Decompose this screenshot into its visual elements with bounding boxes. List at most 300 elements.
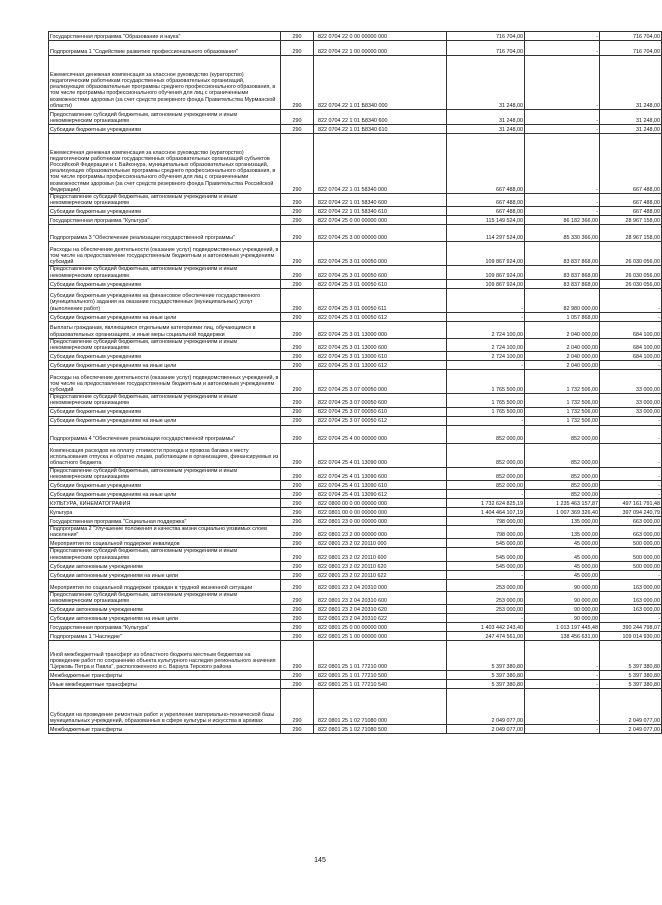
row-approved-amount: 545 000,00 — [447, 539, 525, 548]
row-classification-code: 822 0704 22 1 01 Б8340 610 — [314, 125, 447, 134]
row-approved-amount: 109 867 924,00 — [447, 242, 525, 266]
row-classification-code: 822 0704 25 3 07 00050 600 — [314, 394, 447, 407]
row-admin-code: 290 — [281, 517, 314, 526]
row-balance-amount: - — [600, 614, 662, 623]
row-approved-amount: 667 488,00 — [447, 207, 525, 216]
table-row — [49, 591, 662, 604]
table-row — [49, 508, 662, 517]
row-description: Государственная программа "Образование и наука" — [49, 32, 281, 41]
row-description: Субсидии бюджетным учреждениям — [49, 407, 281, 416]
row-executed-amount: 852 000,00 — [525, 425, 600, 443]
row-description: Субсидии автономным учреждениям на иные цели — [49, 570, 281, 579]
row-description: Предоставление субсидий бюджетным, автономным учреждениям и иным некоммерческим организациям — [49, 266, 281, 279]
row-approved-amount: 852 000,00 — [447, 443, 525, 467]
row-classification-code: 822 0801 23 2 02 20110 600 — [314, 548, 447, 561]
row-description: Субсидии автономным учреждениям — [49, 561, 281, 570]
row-approved-amount: - — [447, 416, 525, 425]
row-description: Государственная программа "Культура" — [49, 623, 281, 632]
row-executed-amount: 45 000,00 — [525, 548, 600, 561]
row-description: Подпрограмма 4 "Обеспечение реализации государственной программы" — [49, 425, 281, 443]
table-row — [49, 641, 662, 671]
table-row — [49, 370, 662, 394]
row-approved-amount: 852 000,00 — [447, 425, 525, 443]
row-description: Субсидии автономным учреждениям на иные цели — [49, 614, 281, 623]
row-description: Предоставление субсидий бюджетным, автономным учреждениям и иным некоммерческим организациям — [49, 338, 281, 351]
row-description: Субсидии бюджетным учреждениям на иные цели — [49, 416, 281, 425]
table-row — [49, 443, 662, 467]
row-classification-code: 822 0704 22 1 00 00000 000 — [314, 41, 447, 56]
table-row — [49, 561, 662, 570]
row-approved-amount: 1 732 624 825,19 — [447, 499, 525, 508]
row-classification-code: 822 0704 22 1 01 58340 600 — [314, 194, 447, 207]
row-executed-amount: - — [525, 207, 600, 216]
row-classification-code: 822 0704 25 3 01 13000 000 — [314, 321, 447, 338]
row-balance-amount: 663 000,00 — [600, 517, 662, 526]
row-executed-amount: - — [525, 32, 600, 41]
row-description: Субсидии бюджетным учреждениям на иные цели — [49, 361, 281, 370]
row-admin-code: 290 — [281, 32, 314, 41]
row-classification-code: 822 0704 25 0 00 00000 000 — [314, 216, 447, 225]
table-row — [49, 605, 662, 614]
table-row — [49, 725, 662, 734]
row-balance-amount: 33 000,00 — [600, 394, 662, 407]
row-balance-amount: 33 000,00 — [600, 370, 662, 394]
table-row — [49, 194, 662, 207]
row-description: Мероприятия по социальной поддержке граждан в трудной жизненной ситуации — [49, 579, 281, 591]
row-admin-code: 290 — [281, 242, 314, 266]
row-description: Предоставление субсидий бюджетным, автономным учреждениям и иным некоммерческим организациям — [49, 467, 281, 480]
row-approved-amount: 1 765 500,00 — [447, 407, 525, 416]
row-description: Межбюджетные трансферты — [49, 725, 281, 734]
row-approved-amount: - — [447, 614, 525, 623]
row-approved-amount: 852 000,00 — [447, 467, 525, 480]
row-balance-amount: 5 397 380,80 — [600, 641, 662, 671]
row-approved-amount: 31 248,00 — [447, 125, 525, 134]
row-approved-amount: 2 724 100,00 — [447, 338, 525, 351]
row-admin-code: 290 — [281, 394, 314, 407]
row-balance-amount: 684 100,00 — [600, 321, 662, 338]
row-executed-amount: 138 456 631,00 — [525, 632, 600, 641]
row-description: Предоставление субсидий бюджетным, автономным учреждениям и иным некоммерческим организациям — [49, 548, 281, 561]
row-admin-code: 290 — [281, 632, 314, 641]
row-classification-code: 822 0801 25 1 02 71080 000 — [314, 689, 447, 725]
row-balance-amount: 684 100,00 — [600, 338, 662, 351]
row-approved-amount: 247 474 561,00 — [447, 632, 525, 641]
row-classification-code: 822 0704 25 3 01 00050 610 — [314, 279, 447, 288]
row-admin-code: 290 — [281, 288, 314, 312]
row-description: Субсидии бюджетным учреждениям — [49, 125, 281, 134]
row-balance-amount: 5 397 380,80 — [600, 671, 662, 680]
row-classification-code: 822 0801 23 2 04 20310 620 — [314, 605, 447, 614]
row-approved-amount: 798 000,00 — [447, 526, 525, 539]
table-row — [49, 539, 662, 548]
table-row — [49, 312, 662, 321]
row-executed-amount: 45 000,00 — [525, 561, 600, 570]
row-executed-amount: 45 000,00 — [525, 570, 600, 579]
row-executed-amount: 852 000,00 — [525, 443, 600, 467]
row-balance-amount: 31 248,00 — [600, 125, 662, 134]
row-description: Подпрограмма 1 "Наследие" — [49, 632, 281, 641]
table-row — [49, 361, 662, 370]
row-admin-code: 290 — [281, 216, 314, 225]
row-executed-amount: 852 000,00 — [525, 481, 600, 490]
row-approved-amount: 115 149 524,00 — [447, 216, 525, 225]
row-admin-code: 290 — [281, 526, 314, 539]
table-row — [49, 481, 662, 490]
row-balance-amount: - — [600, 288, 662, 312]
row-classification-code: 822 0801 23 0 00 00000 000 — [314, 517, 447, 526]
row-balance-amount: 667 488,00 — [600, 134, 662, 194]
budget-table-container — [48, 31, 660, 734]
row-approved-amount: - — [447, 312, 525, 321]
row-classification-code: 822 0704 25 3 01 00050 612 — [314, 312, 447, 321]
row-classification-code: 822 0704 25 4 00 00000 000 — [314, 425, 447, 443]
row-description: Мероприятия по социальной поддержке инвалидов — [49, 539, 281, 548]
row-admin-code: 290 — [281, 467, 314, 480]
row-admin-code: 290 — [281, 279, 314, 288]
row-approved-amount: 31 248,00 — [447, 110, 525, 125]
row-admin-code: 290 — [281, 725, 314, 734]
row-balance-amount: 2 049 077,00 — [600, 725, 662, 734]
row-approved-amount: 2 049 077,00 — [447, 725, 525, 734]
row-description: Предоставление субсидий бюджетным, автономным учреждениям и иным некоммерческим организациям — [49, 110, 281, 125]
row-classification-code: 822 0800 00 0 00 00000 000 — [314, 499, 447, 508]
row-classification-code: 822 0801 25 1 01 77210 500 — [314, 671, 447, 680]
table-row — [49, 407, 662, 416]
table-row — [49, 614, 662, 623]
row-admin-code: 290 — [281, 416, 314, 425]
row-classification-code: 822 0801 23 2 04 20310 622 — [314, 614, 447, 623]
row-approved-amount: 114 297 524,00 — [447, 225, 525, 242]
row-executed-amount: - — [525, 110, 600, 125]
row-classification-code: 822 0704 25 3 01 13000 600 — [314, 338, 447, 351]
row-classification-code: 822 0801 00 0 00 00000 000 — [314, 508, 447, 517]
row-approved-amount: 253 000,00 — [447, 591, 525, 604]
table-row — [49, 216, 662, 225]
row-classification-code: 822 0704 25 3 01 13000 612 — [314, 361, 447, 370]
row-executed-amount: 90 000,00 — [525, 591, 600, 604]
table-row — [49, 110, 662, 125]
row-balance-amount: 5 397 380,80 — [600, 680, 662, 689]
row-description: Субсидии бюджетным учреждениям — [49, 352, 281, 361]
page-number: 145 — [314, 857, 326, 864]
row-classification-code: 822 0801 25 1 01 77210 000 — [314, 641, 447, 671]
row-admin-code: 290 — [281, 207, 314, 216]
row-balance-amount: 500 000,00 — [600, 539, 662, 548]
table-row — [49, 548, 662, 561]
row-balance-amount: 31 248,00 — [600, 56, 662, 110]
row-balance-amount: 667 488,00 — [600, 194, 662, 207]
row-balance-amount: 716 704,00 — [600, 41, 662, 56]
row-approved-amount: - — [447, 570, 525, 579]
row-description: Предоставление субсидий бюджетным, автономным учреждениям и иным некоммерческим организациям — [49, 591, 281, 604]
row-executed-amount: 45 000,00 — [525, 539, 600, 548]
row-balance-amount: 497 161 791,48 — [600, 499, 662, 508]
row-approved-amount: 253 000,00 — [447, 579, 525, 591]
row-admin-code: 290 — [281, 499, 314, 508]
table-row — [49, 242, 662, 266]
row-executed-amount: 1 235 463 157,87 — [525, 499, 600, 508]
row-admin-code: 290 — [281, 225, 314, 242]
row-description: Межбюджетные трансферты — [49, 671, 281, 680]
table-row — [49, 517, 662, 526]
row-classification-code: 822 0704 25 4 01 13090 610 — [314, 481, 447, 490]
row-description: Ежемесячная денежная компенсация за классное руководство (кураторство) педагогическим работникам государственных образовательных организаций субъектов Российской Федерации и г. Байконура, муниципальных образовательных организаций, реализующих образовательные программы среднего профессионального образования, в том числе программы профессионального обучения для лиц с ограниченными возможностями здоровья (за счет средств резервного фонда Правительства Российской Федерации) — [49, 134, 281, 194]
row-description: Предоставление субсидий бюджетным, автономным учреждениям и иным некоммерческим организациям — [49, 394, 281, 407]
row-description: Иные межбюджетные трансферты — [49, 680, 281, 689]
row-classification-code: 822 0704 22 1 01 Б8340 600 — [314, 110, 447, 125]
row-classification-code: 822 0704 25 3 01 00050 600 — [314, 266, 447, 279]
row-executed-amount: 852 000,00 — [525, 467, 600, 480]
row-approved-amount: 1 765 500,00 — [447, 370, 525, 394]
row-executed-amount: 1 732 506,00 — [525, 416, 600, 425]
row-approved-amount: - — [447, 490, 525, 499]
row-admin-code: 290 — [281, 671, 314, 680]
row-approved-amount: 667 488,00 — [447, 134, 525, 194]
row-classification-code: 822 0704 22 1 01 58340 610 — [314, 207, 447, 216]
row-balance-amount: - — [600, 312, 662, 321]
row-classification-code: 822 0801 23 2 02 20110 620 — [314, 561, 447, 570]
row-classification-code: 822 0801 25 1 02 71080 500 — [314, 725, 447, 734]
row-executed-amount: 1 732 506,00 — [525, 394, 600, 407]
table-row — [49, 41, 662, 56]
row-classification-code: 822 0801 25 1 00 00000 000 — [314, 632, 447, 641]
row-executed-amount: 82 980 000,00 — [525, 288, 600, 312]
row-admin-code: 290 — [281, 443, 314, 467]
row-admin-code: 290 — [281, 689, 314, 725]
row-executed-amount: 135 000,00 — [525, 526, 600, 539]
row-balance-amount: - — [600, 443, 662, 467]
row-balance-amount: 28 967 158,00 — [600, 225, 662, 242]
budget-table — [48, 31, 662, 734]
row-approved-amount: 1 765 500,00 — [447, 394, 525, 407]
row-classification-code: 822 0801 23 2 04 20310 000 — [314, 579, 447, 591]
row-classification-code: 822 0704 25 3 07 00050 000 — [314, 370, 447, 394]
row-balance-amount: - — [600, 481, 662, 490]
row-classification-code: 822 0801 23 2 04 20310 600 — [314, 591, 447, 604]
row-executed-amount: 2 040 000,00 — [525, 338, 600, 351]
row-description: Субсидии бюджетным учреждениям на иные цели — [49, 312, 281, 321]
table-row — [49, 680, 662, 689]
row-classification-code: 822 0801 23 2 00 00000 000 — [314, 526, 447, 539]
row-executed-amount: 1 013 197 445,48 — [525, 623, 600, 632]
row-approved-amount: 545 000,00 — [447, 548, 525, 561]
row-admin-code: 290 — [281, 110, 314, 125]
row-admin-code: 290 — [281, 605, 314, 614]
row-executed-amount: - — [525, 56, 600, 110]
row-admin-code: 290 — [281, 370, 314, 394]
row-executed-amount: 135 000,00 — [525, 517, 600, 526]
row-executed-amount: - — [525, 725, 600, 734]
table-row — [49, 689, 662, 725]
row-classification-code: 822 0704 25 4 01 13090 600 — [314, 467, 447, 480]
table-row — [49, 526, 662, 539]
row-approved-amount: 5 397 380,80 — [447, 671, 525, 680]
table-row — [49, 321, 662, 338]
row-executed-amount: - — [525, 689, 600, 725]
table-row — [49, 416, 662, 425]
table-row — [49, 32, 662, 41]
row-balance-amount: 31 248,00 — [600, 110, 662, 125]
row-classification-code: 822 0704 25 3 07 00050 610 — [314, 407, 447, 416]
row-description: Выплаты гражданам, являющимся отдельными категориями лиц, обучающимся в образовательных организациях, и иные меры социальной поддержки — [49, 321, 281, 338]
row-description: Иной межбюджетный трансферт из областного бюджета местным бюджетам на проведение работ по сохранению объекта культурного наследия регионального значения "Церковь Петра и Павла", расположенного в с. Варзуга Терского района — [49, 641, 281, 671]
row-balance-amount: 716 704,00 — [600, 32, 662, 41]
budget-table-body — [49, 32, 662, 734]
row-approved-amount: 1 403 442 243,40 — [447, 623, 525, 632]
row-executed-amount: 90 000,00 — [525, 614, 600, 623]
table-row — [49, 394, 662, 407]
row-classification-code: 822 0801 23 2 02 20110 622 — [314, 570, 447, 579]
row-admin-code: 290 — [281, 579, 314, 591]
row-approved-amount: 798 000,00 — [447, 517, 525, 526]
row-balance-amount: 500 000,00 — [600, 548, 662, 561]
row-executed-amount: - — [525, 125, 600, 134]
row-balance-amount: 26 030 056,00 — [600, 266, 662, 279]
row-executed-amount: 86 182 366,00 — [525, 216, 600, 225]
row-description: Субсидия на проведение ремонтных работ и укрепление материально-технической базы муниципальных учреждений, образованных в сфере культуры и искусства в архивах — [49, 689, 281, 725]
row-description: Субсидии автономным учреждениям — [49, 605, 281, 614]
row-classification-code: 822 0801 25 1 01 77210 540 — [314, 680, 447, 689]
row-description: Расходы на обеспечение деятельности (оказание услуг) подведомственных учреждений, в том числе на предоставление государственным бюджетным и автономным учреждениям субсидий — [49, 242, 281, 266]
row-approved-amount: - — [447, 288, 525, 312]
row-balance-amount: 2 049 077,00 — [600, 689, 662, 725]
row-executed-amount: - — [525, 641, 600, 671]
row-classification-code: 822 0801 25 0 00 00000 000 — [314, 623, 447, 632]
row-balance-amount: 163 000,00 — [600, 605, 662, 614]
table-row — [49, 671, 662, 680]
row-executed-amount: 83 837 868,00 — [525, 266, 600, 279]
row-balance-amount: 163 000,00 — [600, 579, 662, 591]
row-executed-amount: 1 732 506,00 — [525, 370, 600, 394]
row-approved-amount: 852 000,00 — [447, 481, 525, 490]
row-executed-amount: 2 040 000,00 — [525, 321, 600, 338]
row-balance-amount: 26 030 056,00 — [600, 279, 662, 288]
row-executed-amount: - — [525, 41, 600, 56]
row-description: Компенсация расходов на оплату стоимости проезда и провоза багажа к месту использования отпуска и обратно лицам, работающим в организациях, финансируемых из областного бюджета — [49, 443, 281, 467]
row-classification-code: 822 0704 25 4 01 13090 000 — [314, 443, 447, 467]
row-executed-amount: 90 000,00 — [525, 579, 600, 591]
table-row — [49, 125, 662, 134]
row-approved-amount: 2 724 100,00 — [447, 352, 525, 361]
row-description: Государственная программа "Социальная поддержка" — [49, 517, 281, 526]
table-row — [49, 632, 662, 641]
table-row — [49, 490, 662, 499]
row-balance-amount: 397 094 240,79 — [600, 508, 662, 517]
row-classification-code: 822 0704 22 0 00 00000 000 — [314, 32, 447, 41]
table-row — [49, 499, 662, 508]
row-balance-amount: 33 000,00 — [600, 407, 662, 416]
row-approved-amount: 2 724 100,00 — [447, 321, 525, 338]
row-admin-code: 290 — [281, 425, 314, 443]
row-executed-amount: 83 837 868,00 — [525, 242, 600, 266]
row-executed-amount: 852 000,00 — [525, 490, 600, 499]
row-executed-amount: 2 040 000,00 — [525, 361, 600, 370]
row-approved-amount: 5 397 380,80 — [447, 680, 525, 689]
row-admin-code: 290 — [281, 352, 314, 361]
row-classification-code: 822 0704 25 3 01 00050 611 — [314, 288, 447, 312]
row-admin-code: 290 — [281, 194, 314, 207]
row-admin-code: 290 — [281, 614, 314, 623]
row-approved-amount: 31 248,00 — [447, 56, 525, 110]
row-admin-code: 290 — [281, 361, 314, 370]
table-row — [49, 134, 662, 194]
row-approved-amount: 2 049 077,00 — [447, 689, 525, 725]
row-admin-code: 290 — [281, 312, 314, 321]
row-admin-code: 290 — [281, 570, 314, 579]
row-classification-code: 822 0704 25 3 07 00050 612 — [314, 416, 447, 425]
row-admin-code: 290 — [281, 321, 314, 338]
row-description: Субсидии бюджетным учреждениям — [49, 207, 281, 216]
row-admin-code: 290 — [281, 407, 314, 416]
row-balance-amount: 163 000,00 — [600, 591, 662, 604]
row-classification-code: 822 0704 22 1 01 58340 000 — [314, 134, 447, 194]
row-admin-code: 290 — [281, 591, 314, 604]
row-balance-amount: - — [600, 425, 662, 443]
row-approved-amount: 109 867 924,00 — [447, 266, 525, 279]
table-row — [49, 56, 662, 110]
row-executed-amount: 85 330 366,00 — [525, 225, 600, 242]
row-description: Субсидии бюджетным учреждениям на финансовое обеспечение государственного (муниципального) задания на оказание государственных (муниципальных) услуг (выполнение работ) — [49, 288, 281, 312]
row-description: Ежемесячная денежная компенсация за классное руководство (кураторство) педагогическим работникам государственных образовательных организаций, реализующих образовательные программы среднего профессионального образования, в том числе программы профессионального обучения для лиц с ограниченными возможностями здоровья (за счет средств резервного фонда Правительства Мурманской области) — [49, 56, 281, 110]
row-description: Предоставление субсидий бюджетным, автономным учреждениям и иным некоммерческим организациям — [49, 194, 281, 207]
row-classification-code: 822 0704 22 1 01 Б8340 000 — [314, 56, 447, 110]
table-row — [49, 623, 662, 632]
row-admin-code: 290 — [281, 641, 314, 671]
row-approved-amount: 716 704,00 — [447, 32, 525, 41]
row-approved-amount: 109 867 924,00 — [447, 279, 525, 288]
row-approved-amount: - — [447, 361, 525, 370]
table-row — [49, 579, 662, 591]
row-balance-amount: 684 100,00 — [600, 352, 662, 361]
row-description: Государственная программа "Культура" — [49, 216, 281, 225]
row-executed-amount: 1 057 868,00 — [525, 312, 600, 321]
row-description: Подпрограмма 2 "Улучшение положения и качества жизни социально уязвимых слоев населения" — [49, 526, 281, 539]
row-balance-amount: - — [600, 416, 662, 425]
row-balance-amount: 26 030 056,00 — [600, 242, 662, 266]
row-classification-code: 822 0704 25 4 01 13090 612 — [314, 490, 447, 499]
row-description: Субсидии бюджетным учреждениям — [49, 279, 281, 288]
row-approved-amount: 5 397 380,80 — [447, 641, 525, 671]
row-admin-code: 290 — [281, 41, 314, 56]
row-classification-code: 822 0704 25 3 01 13000 610 — [314, 352, 447, 361]
table-row — [49, 266, 662, 279]
row-admin-code: 290 — [281, 508, 314, 517]
row-admin-code: 290 — [281, 490, 314, 499]
row-admin-code: 290 — [281, 680, 314, 689]
row-admin-code: 290 — [281, 134, 314, 194]
table-row — [49, 207, 662, 216]
row-balance-amount: 390 244 798,07 — [600, 623, 662, 632]
row-admin-code: 290 — [281, 623, 314, 632]
row-admin-code: 290 — [281, 561, 314, 570]
row-admin-code: 290 — [281, 481, 314, 490]
row-admin-code: 290 — [281, 56, 314, 110]
row-description: КУЛЬТУРА, КИНЕМАТОГРАФИЯ — [49, 499, 281, 508]
row-approved-amount: 545 000,00 — [447, 561, 525, 570]
row-executed-amount: - — [525, 680, 600, 689]
row-description: Подпрограмма 1 "Содействие развитию профессионального образования" — [49, 41, 281, 56]
table-row — [49, 338, 662, 351]
row-approved-amount: 253 000,00 — [447, 605, 525, 614]
row-description: Подпрограмма 3 "Обеспечение реализации государственной программы" — [49, 225, 281, 242]
row-balance-amount: 28 967 158,00 — [600, 216, 662, 225]
row-approved-amount: 667 488,00 — [447, 194, 525, 207]
table-row — [49, 352, 662, 361]
row-description: Расходы на обеспечение деятельности (оказание услуг) подведомственных учреждений, в том числе на предоставление государственным бюджетным и автономным учреждениям субсидий — [49, 370, 281, 394]
row-admin-code: 290 — [281, 539, 314, 548]
table-row — [49, 425, 662, 443]
